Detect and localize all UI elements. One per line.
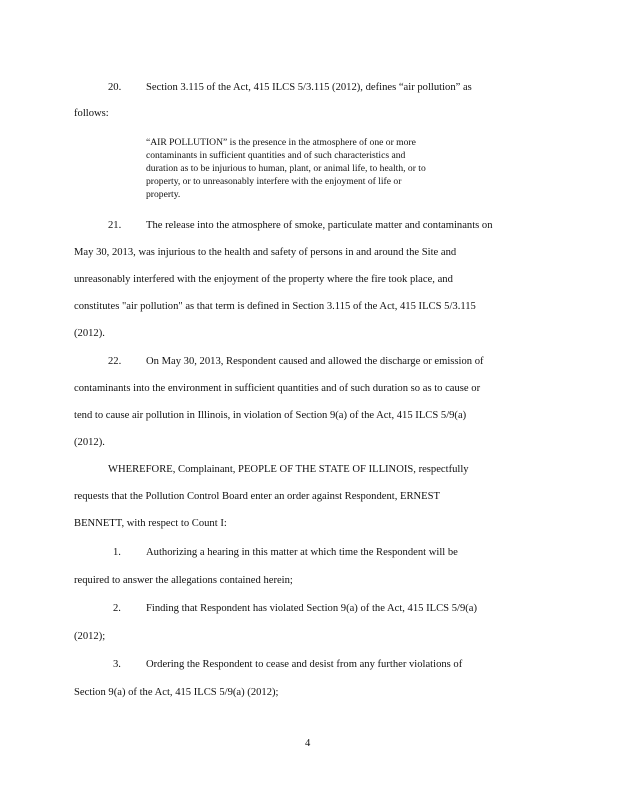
item-1-number: 1. bbox=[113, 547, 121, 558]
paragraph-20-line-1: Section 3.115 of the Act, 415 ILCS 5/3.115 (2012), defines “air pollution” as bbox=[146, 82, 472, 93]
item-3-line-2: Section 9(a) of the Act, 415 ILCS 5/9(a) (2012); bbox=[74, 687, 279, 698]
page-number: 4 bbox=[305, 738, 311, 749]
paragraph-22-line-2: contaminants into the environment in sufficient quantities and of such duration so as to cause or bbox=[74, 383, 481, 394]
wherefore-line-3: BENNETT, with respect to Count I: bbox=[74, 518, 227, 529]
paragraph-21-line-3: unreasonably interfered with the enjoyment of the property where the fire took place, and bbox=[74, 274, 453, 285]
item-2-number: 2. bbox=[113, 603, 121, 614]
wherefore-line-1: WHEREFORE, Complainant, PEOPLE OF THE STATE OF ILLINOIS, respectfully bbox=[108, 464, 469, 475]
paragraph-21-number: 21. bbox=[108, 220, 122, 231]
item-3-line-1: Ordering the Respondent to cease and desist from any further violations of bbox=[146, 659, 463, 670]
paragraph-22-number: 22. bbox=[108, 356, 122, 367]
item-3-number: 3. bbox=[113, 659, 121, 670]
paragraph-21-line-5: (2012). bbox=[74, 328, 105, 339]
wherefore-line-2: requests that the Pollution Control Board enter an order against Respondent, ERNEST bbox=[74, 491, 441, 502]
paragraph-22-line-4: (2012). bbox=[74, 437, 105, 448]
paragraph-22-line-1: On May 30, 2013, Respondent caused and allowed the discharge or emission of bbox=[146, 356, 484, 367]
item-2-line-2: (2012); bbox=[74, 631, 106, 642]
paragraph-20-line-2: follows: bbox=[74, 108, 109, 119]
paragraph-21-line-2: May 30, 2013, was injurious to the health and safety of persons in and around the Site and bbox=[74, 247, 457, 258]
paragraph-21-line-4: constitutes "air pollution" as that term is defined in Section 3.115 of the Act, 415 ILCS 5/3.115 bbox=[74, 301, 476, 312]
paragraph-22-line-3: tend to cause air pollution in Illinois, in violation of Section 9(a) of the Act, 415 ILCS 5/9(a) bbox=[74, 410, 467, 421]
item-1-line-1: Authorizing a hearing in this matter at which time the Respondent will be bbox=[146, 547, 458, 558]
quote-line-4: property, or to unreasonably interfere with the enjoyment of life or bbox=[146, 176, 402, 187]
quote-line-1: “AIR POLLUTION” is the presence in the atmosphere of one or more bbox=[146, 137, 416, 148]
quote-line-2: contaminants in sufficient quantities and of such characteristics and bbox=[146, 150, 406, 161]
quote-line-5: property. bbox=[146, 189, 181, 200]
item-2-line-1: Finding that Respondent has violated Section 9(a) of the Act, 415 ILCS 5/9(a) bbox=[146, 603, 477, 614]
paragraph-20-number: 20. bbox=[108, 82, 122, 93]
paragraph-21-line-1: The release into the atmosphere of smoke, particulate matter and contaminants on bbox=[146, 220, 493, 231]
quote-line-3: duration as to be injurious to human, plant, or animal life, to health, or to bbox=[146, 163, 426, 174]
item-1-line-2: required to answer the allegations contained herein; bbox=[74, 575, 293, 586]
